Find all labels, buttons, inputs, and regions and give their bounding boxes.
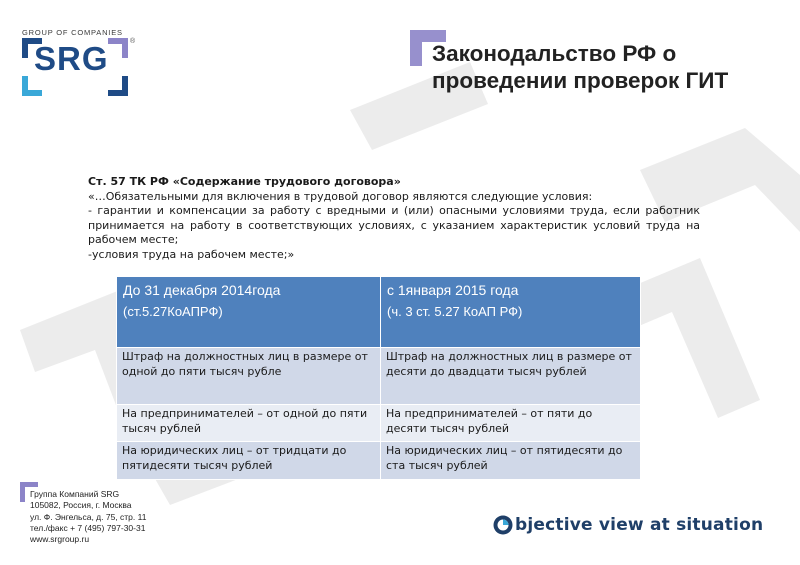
contact-address-line: 105082, Россия, г. Москва bbox=[30, 500, 132, 511]
table-header-cell bbox=[381, 277, 641, 348]
table-cell: Штраф на должностных лиц в размере от одной до пяти тысяч рубле bbox=[117, 348, 381, 405]
table-cell: На юридических лиц – от тридцати до пятидесяти тысяч рублей bbox=[117, 442, 381, 480]
article-line: «…Обязательными для включения в трудовой договор являются следующие условия: bbox=[88, 189, 593, 203]
table-cell: На предпринимателей – от пяти до десяти тысяч рублей bbox=[381, 405, 641, 442]
article-heading: Ст. 57 ТК РФ «Содержание трудового договора» bbox=[88, 175, 401, 188]
contact-phone: тел./факс + 7 (495) 797-30-31 bbox=[30, 522, 146, 533]
article-line: - гарантии и компенсации за работу с вредными и (или) опасными условиями труда, если работник принимается на работу в соответствующих условиях, с указанием характеристик условий труда на рабочем месте; bbox=[88, 204, 700, 246]
header-law-ref: (ст.5.27КоАПРФ) bbox=[123, 304, 223, 319]
table-row bbox=[117, 348, 641, 405]
penalties-table bbox=[116, 276, 641, 480]
registered-mark: ® bbox=[130, 38, 136, 45]
header-law-ref: (ч. 3 ст. 5.27 КоАП РФ) bbox=[387, 304, 523, 319]
article-line: -условия труда на рабочем месте;» bbox=[88, 247, 295, 261]
table-row bbox=[117, 405, 641, 442]
slogan-text: bjective view at situation bbox=[515, 515, 764, 535]
slogan bbox=[493, 515, 763, 535]
contact-address-line: ул. Ф. Энгельса, д. 75, стр. 11 bbox=[30, 511, 147, 522]
header-period: До 31 декабря 2014года bbox=[123, 282, 281, 298]
logo-tagline: GROUP OF COMPANIES bbox=[22, 28, 123, 37]
srg-logo bbox=[22, 28, 142, 103]
table-cell: На юридических лиц – от пятидесяти до ста тысяч рублей bbox=[381, 442, 641, 480]
article-body bbox=[88, 190, 700, 263]
contact-website-link[interactable]: www.srgroup.ru bbox=[30, 534, 90, 545]
contact-info bbox=[30, 489, 146, 545]
table-cell: Штраф на должностных лиц в размере от десяти до двадцати тысяч рублей bbox=[381, 348, 641, 405]
article-text bbox=[88, 175, 700, 262]
table-header-cell bbox=[117, 277, 381, 348]
table-row bbox=[117, 442, 641, 480]
page-title: Законодальство РФ о проведении проверок ГИТ bbox=[432, 41, 729, 93]
header-period: с 1января 2015 года bbox=[387, 282, 519, 298]
slogan-circle-icon bbox=[493, 515, 513, 535]
contact-company: Группа Компаний SRG bbox=[30, 489, 120, 499]
table-header-row bbox=[117, 277, 641, 348]
logo-wordmark: SRG bbox=[34, 40, 109, 77]
table-cell: На предпринимателей – от одной до пяти тысяч рублей bbox=[117, 405, 381, 442]
